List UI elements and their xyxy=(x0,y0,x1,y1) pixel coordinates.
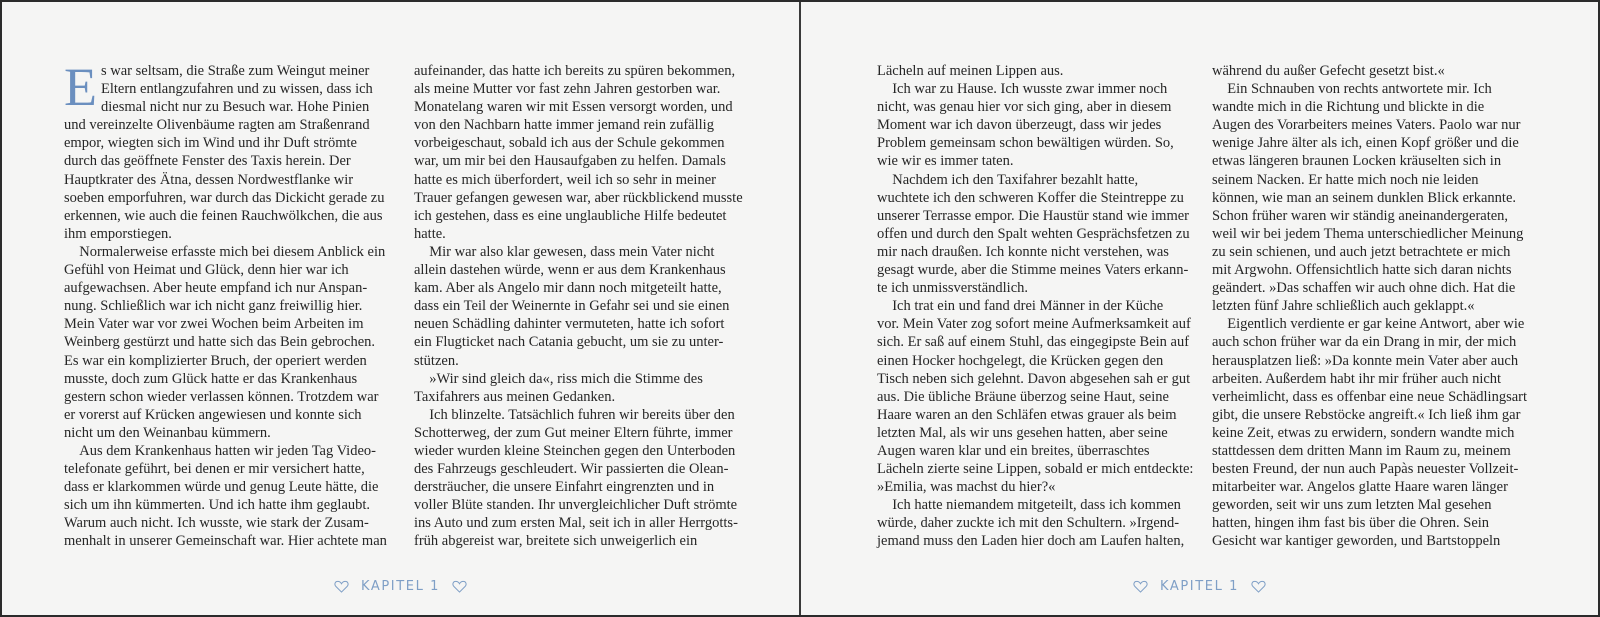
text-line: gestern schon wieder verlassen können. Trotzdem war xyxy=(64,388,379,405)
text-line: und vereinzelte Olivenbäume ragten am Straßenrand xyxy=(64,117,370,134)
text-line: stattdessen dem dritten Mann im Raum zu, meinem xyxy=(1212,442,1511,459)
text-line: verheimlicht, dass es offenbar eine neue Schädlingsart xyxy=(1212,388,1527,405)
text-line: unserer Terrasse empor. Die Haustür stand wie immer xyxy=(877,207,1189,224)
text-line: Lächeln auf meinen Lippen aus. xyxy=(877,63,1064,79)
text-line: nicht um den Weinanbau kümmern. xyxy=(64,424,271,441)
paragraph xyxy=(64,243,404,442)
text-line: vor. Mein Vater zog sofort meine Aufmerksamkeit auf xyxy=(877,316,1191,333)
text-line: Mir war also klar gewesen, dass mein Vater nicht xyxy=(429,243,715,260)
text-line: aufeinander, das hatte ich bereits zu spüren bekommen, xyxy=(414,63,736,79)
text-line: Augen waren klar und ein breites, überraschtes xyxy=(877,442,1150,459)
text-line: diesmal nicht nur zu Besuch war. Hohe Pinien xyxy=(101,99,370,116)
text-line: arbeiten. Außerdem habt ihr mir früher auch nicht xyxy=(1212,370,1502,387)
text-line: ihm emporstiegen. xyxy=(64,225,172,242)
text-line: dersträucher, die unsere Einfahrt eingrenzten und in xyxy=(414,479,715,496)
text-line: Schotterweg, der zum Gut meiner Eltern führte, immer xyxy=(414,424,733,441)
text-line: wie wir es immer taten. xyxy=(877,153,1014,170)
text-line: »Wir sind gleich da«, riss mich die Stimme des xyxy=(429,370,703,387)
paragraph xyxy=(414,370,754,406)
text-line: menhalt in unserer Gemeinschaft war. Hier achtete man xyxy=(64,533,387,550)
text-line: Nachdem ich den Taxifahrer bezahlt hatte, xyxy=(892,171,1139,188)
text-line: neuen Schädling dahinter vermuteten, hatte ich sofort xyxy=(414,316,725,333)
text-line: herausplatzen ließ: »Da konnte mein Vater aber auch xyxy=(1212,352,1519,369)
text-line: Ich war zu Hause. Ich wusste zwar immer noch xyxy=(892,81,1168,98)
text-line: war, um mir bei den Hausaufgaben zu helfen. Damals xyxy=(414,153,726,170)
text-line: »Emilia, was machst du hier?« xyxy=(877,479,1056,496)
text-line: s war seltsam, die Straße zum Weingut meiner xyxy=(101,63,370,79)
text-line: Es war ein komplizierter Bruch, der operiert werden xyxy=(64,352,367,369)
text-line: Augen des Vorarbeiters meines Vaters. Paolo war nur xyxy=(1212,117,1521,134)
text-line: nung. Schließlich war ich nicht ganz freiwillig hier. xyxy=(64,298,363,315)
text-line: jemand muss den Laden hier doch am Laufen halten, xyxy=(877,533,1185,550)
text-line: Problem gemeinsam schon bewältigen würden. So, xyxy=(877,135,1174,152)
text-line: hatte es mich überfordert, weil ich so sehr in meiner xyxy=(414,171,716,188)
text-line: Ich hatte niemandem mitgeteilt, dass ich kommen xyxy=(892,497,1181,514)
right-page-column-2 xyxy=(1212,62,1552,551)
text-line: musste, doch zum Glück hatte er das Krankenhaus xyxy=(64,370,358,387)
text-line: geworden, seit wir uns zum letzten Mal gesehen xyxy=(1212,497,1492,514)
paragraph xyxy=(1212,80,1552,315)
paragraph xyxy=(64,116,404,243)
text-line: Trauer gefangen gewesen war, aber rückblickend musste xyxy=(414,189,743,206)
text-line: Eltern entlangzufahren und zu wissen, dass ich xyxy=(101,81,373,98)
text-line: Aus dem Krankenhaus hatten wir jeden Tag Video- xyxy=(79,442,376,459)
text-line: Mein Vater war vor zwei Wochen beim Arbeiten im xyxy=(64,316,364,333)
text-line: besten Freund, der nun auch Papàs neuester Vollzeit- xyxy=(1212,461,1519,478)
text-line: mir nach draußen. Ich konnte nicht verstehen, was xyxy=(877,243,1169,260)
text-line: ein Flugticket nach Catania gebucht, um sie zu unter- xyxy=(414,334,724,351)
text-line: aufgewachsen. Aber heute empfand ich nur Anspan- xyxy=(64,280,368,297)
text-line: früh abgereist war, breitete sich unweigerlich ein xyxy=(414,533,698,550)
paragraph xyxy=(877,297,1217,496)
text-line: soeben emporfuhren, war durch das Dickicht gerade zu xyxy=(64,189,385,206)
left-page xyxy=(2,2,799,615)
page-footer-left xyxy=(2,579,799,594)
text-line: Weinberg gestürzt und hatte sich das Bein gebrochen. xyxy=(64,334,376,351)
text-line: te ich unmissverständlich. xyxy=(877,280,1029,297)
paragraph xyxy=(877,496,1217,550)
text-line: letzten fünf Jahre schließlich auch geklappt.« xyxy=(1212,298,1475,315)
text-line: etwas längeren braunen Locken kräuselten sich in xyxy=(1212,153,1502,170)
heart-outline-icon xyxy=(452,580,467,593)
text-line: Ein Schnauben von rechts antwortete mir. Ich xyxy=(1227,81,1492,98)
right-page-column-1 xyxy=(877,62,1217,551)
text-line: erkennen, wie auch die feinen Rauchwölkchen, die aus xyxy=(64,207,383,224)
text-line: während du außer Gefecht gesetzt bist.« xyxy=(1212,63,1445,79)
drop-cap: E xyxy=(64,57,97,117)
text-line: er vorerst auf Krücken angewiesen und konnte sich xyxy=(64,406,362,423)
text-line: mit Argwohn. Offensichtlich hatte sich daran nichts xyxy=(1212,262,1512,279)
text-line: Ich blinzelte. Tatsächlich fuhren wir bereits über den xyxy=(429,406,735,423)
text-line: wuchtete ich den schweren Koffer die Steintreppe zu xyxy=(877,189,1184,206)
text-line: zu sein schienen, und auch jetzt betrachtete er mich xyxy=(1212,243,1511,260)
text-line: sich. Er saß auf einem Stuhl, das eingegipste Bein auf xyxy=(877,334,1190,351)
text-line: empor, wiegten sich im Wind und ihr Duft strömte xyxy=(64,135,357,152)
text-line: gibt, die unsere Rebstöcke angreift.« Ich ließ ihm gar xyxy=(1212,406,1521,423)
text-line: wenige Jahre älter als ich, einen Kopf größer und die xyxy=(1212,135,1519,152)
paragraph xyxy=(414,406,754,551)
book-spread xyxy=(2,2,1598,615)
paragraph xyxy=(1212,62,1552,80)
text-line: Moment war ich davon überzeugt, dass wir jedes xyxy=(877,117,1162,134)
heart-outline-icon xyxy=(1251,580,1266,593)
text-line: Hauptkrater des Ätna, dessen Nordwestflanke wir xyxy=(64,171,354,188)
text-line: kam. Aber als Angelo mir dann noch mitgeteilt hatte, xyxy=(414,280,722,297)
text-line: telefonate geführt, bei denen er mir versichert hatte, xyxy=(64,461,365,478)
chapter-label: KAPITEL 1 xyxy=(360,579,441,594)
text-line: durch das geöffnete Fenster des Taxis herein. Der xyxy=(64,153,351,170)
right-page xyxy=(801,2,1598,615)
text-line: wandte mich in die Richtung und blickte in die xyxy=(1212,99,1485,116)
text-line: Monatelang waren wir mit Essen versorgt worden, und xyxy=(414,99,733,116)
page-footer-right xyxy=(801,579,1598,594)
text-line: seinem Nacken. Er hatte mich noch nie leiden xyxy=(1212,171,1479,188)
text-line: können, wie man an seinem dunklen Blick erkannte. xyxy=(1212,189,1517,206)
text-line: nicht, was genau hier vor sich ging, aber in diesem xyxy=(877,99,1172,116)
text-line: Taxifahrers aus meinen Gedanken. xyxy=(414,388,616,405)
paragraph xyxy=(414,62,754,243)
paragraph xyxy=(414,243,754,370)
text-line: Eigentlich verdiente er gar keine Antwort, aber wie xyxy=(1227,316,1525,333)
text-line: keine Zeit, etwas zu erwidern, sondern wandte mich xyxy=(1212,424,1515,441)
text-line: allein dastehen würde, wenn er aus dem Krankenhaus xyxy=(414,262,726,279)
text-line: weil wir bei jedem Thema unterschiedlicher Meinung xyxy=(1212,225,1524,242)
heart-outline-icon xyxy=(334,580,349,593)
text-line: gesagt wurde, aber die Stimme meines Vaters erkann- xyxy=(877,262,1189,279)
text-line: auch schon früher war da ein Drang in mir, der mich xyxy=(1212,334,1517,351)
text-line: als meine Mutter vor fast zehn Jahren gestorben war. xyxy=(414,81,721,98)
text-line: Gefühl von Heimat und Glück, denn hier war ich xyxy=(64,262,349,279)
text-line: aus. Die übliche Bräune überzog seine Haut, seine xyxy=(877,388,1169,405)
text-line: voller Blüte standen. Ihr unvergleichlicher Duft strömte xyxy=(414,497,738,514)
chapter-label: KAPITEL 1 xyxy=(1159,579,1240,594)
opening-lines xyxy=(64,57,404,117)
paragraph xyxy=(877,62,1217,80)
text-line: geändert. »Das schaffen wir auch ohne dich. Hat die xyxy=(1212,280,1516,297)
text-line: Haare waren an den Schläfen etwas grauer als beim xyxy=(877,406,1177,423)
text-line: Tisch neben sich gelehnt. Davon abgesehen sah er gut xyxy=(877,370,1191,387)
text-line: mitarbeiter war. Angelos glatte Haare waren länger xyxy=(1212,479,1508,496)
text-line: des Fahrzeugs geschleudert. Wir passierten die Olean- xyxy=(414,461,729,478)
text-line: Normalerweise erfasste mich bei diesem Anblick ein xyxy=(79,243,386,260)
text-line: hatten, hingen ihm fast bis über die Ohren. Sein xyxy=(1212,515,1490,532)
text-line: vorbeigeschaut, sobald ich aus der Schule gekommen xyxy=(414,135,725,152)
text-line: stützen. xyxy=(414,352,459,369)
text-line: ich gestehen, dass es eine unglaubliche Hilfe bedeutet xyxy=(414,207,727,224)
text-line: einen Hocker hochgelegt, die Krücken gegen den xyxy=(877,352,1164,369)
text-line: sich um ihn kümmerten. Und ich hatte ihm geglaubt. xyxy=(64,497,371,514)
text-line: Lächeln zierte seine Lippen, sobald er mich entdeckte: xyxy=(877,461,1194,478)
text-line: offen und durch den Spalt wehten Gesprächsfetzen zu xyxy=(877,225,1190,242)
text-line: dass er klarkommen würde und genug Leute hätte, die xyxy=(64,479,379,496)
text-line: Schon früher waren wir ständig aneinandergeraten, xyxy=(1212,207,1509,224)
text-line: ins Auto und zum ersten Mal, seit ich in aller Herrgotts- xyxy=(414,515,738,532)
paragraph xyxy=(1212,315,1552,550)
text-line: Warum auch nicht. Ich wusste, wie stark der Zusam- xyxy=(64,515,369,532)
heart-outline-icon xyxy=(1133,580,1148,593)
paragraph xyxy=(877,80,1217,170)
left-page-column-1 xyxy=(64,57,404,551)
paragraph xyxy=(877,171,1217,298)
left-page-column-2 xyxy=(414,62,754,551)
text-line: Gesicht war kantiger geworden, und Bartstoppeln xyxy=(1212,533,1501,550)
text-line: letzten Mal, als wir uns gesehen hatten, aber seine xyxy=(877,424,1168,441)
text-line: hatte. xyxy=(414,225,446,242)
text-line: dass ein Teil der Weinernte in Gefahr sei und sie einen xyxy=(414,298,730,315)
text-line: von den Nachbarn hatte immer jemand rein zufällig xyxy=(414,117,714,134)
text-line: wieder wurden kleine Steinchen gegen den Unterboden xyxy=(414,442,736,459)
text-line: würde, daher zuckte ich mit den Schultern. »Irgend- xyxy=(877,515,1180,532)
text-line: Ich trat ein und fand drei Männer in der Küche xyxy=(892,298,1164,315)
paragraph xyxy=(64,442,404,551)
